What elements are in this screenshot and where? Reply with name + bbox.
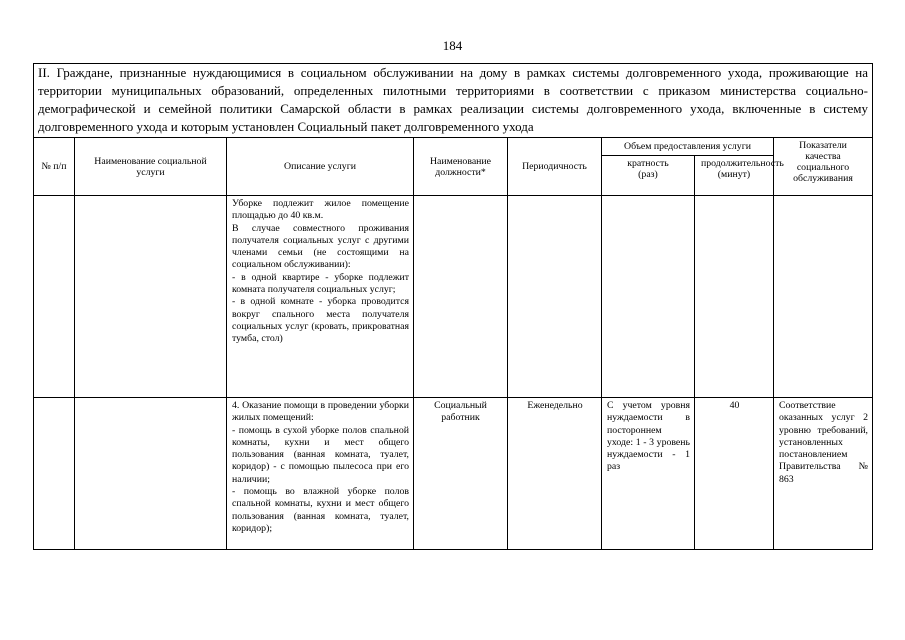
header-position: Наименование должности*	[414, 138, 508, 196]
row-2-periodicity: Еженедельно	[508, 398, 602, 550]
services-table	[33, 63, 873, 550]
section-header-row	[34, 64, 873, 138]
header-volume: Объем предоставления услуги	[602, 138, 774, 156]
row-1-description-text: Уборке подлежит жилое помещение площадью до 40 кв.м. В случае совместного проживания получателя социальных услуг с другими членами семьи (не состоящими на социальном обслуживании): - в одной квартире - уборке подлежит комната получателя социальных услуг; - в одной комнате - уборка проводится вокруг спального места получателя социальных услуг (кровать, прикроватная тумба, стол)	[232, 198, 409, 345]
row-2-number	[34, 398, 75, 550]
header-description: Описание услуги	[227, 138, 414, 196]
header-duration: продолжительность (минут)	[695, 156, 774, 196]
section-title: II. Граждане, признанные нуждающимися в социальном обслуживании на дому в рамках системы долговременного ухода, проживающие на территории муниципальных образований, определенных пилотными территориями в соответствии с приказом министерства социально-демографической и семейной политики Самарской области в рамках реализации системы долговременного ухода, включенные в систему долговременного ухода и которым установлен Социальный пакет долговременного ухода	[34, 64, 873, 138]
row-2-service-name	[75, 398, 227, 550]
row-1-quality	[774, 196, 873, 398]
row-2-description	[227, 398, 414, 550]
header-service-name: Наименование социальной услуги	[75, 138, 227, 196]
row-1-service-name	[75, 196, 227, 398]
row-1-duration	[695, 196, 774, 398]
header-quality: Показатели качества социального обслуживания	[774, 138, 873, 196]
table-header-row	[34, 138, 873, 156]
row-1-description	[227, 196, 414, 398]
row-1-frequency	[602, 196, 695, 398]
header-periodicity: Периодичность	[508, 138, 602, 196]
row-1-periodicity	[508, 196, 602, 398]
row-1-position	[414, 196, 508, 398]
row-2-duration: 40	[695, 398, 774, 550]
row-2-frequency: С учетом уровня нуждаемости в постороннем уходе: 1 - 3 уровень нуждаемости - 1 раз	[602, 398, 695, 550]
header-number: № п/п	[34, 138, 75, 196]
row-2-description-text: 4. Оказание помощи в проведении уборки жилых помещений: - помощь в сухой уборке полов спальной комнаты, кухни и мест общего пользования (ванная комната, туалет, коридор) - с помощью пылесоса при его наличии; - помощь во влажной уборке полов спальной комнаты, кухни и мест общего пользования (ванная комната, туалет, коридор);	[232, 400, 409, 534]
row-1-number	[34, 196, 75, 398]
row-2-position: Социальный работник	[414, 398, 508, 550]
header-frequency: кратность (раз)	[602, 156, 695, 196]
page-number: 184	[442, 38, 463, 53]
table-row	[34, 196, 873, 398]
table-row	[34, 398, 873, 550]
row-2-quality: Соответствие оказанных услуг 2 уровню требований, установленных постановлением Правительства № 863	[774, 398, 873, 550]
